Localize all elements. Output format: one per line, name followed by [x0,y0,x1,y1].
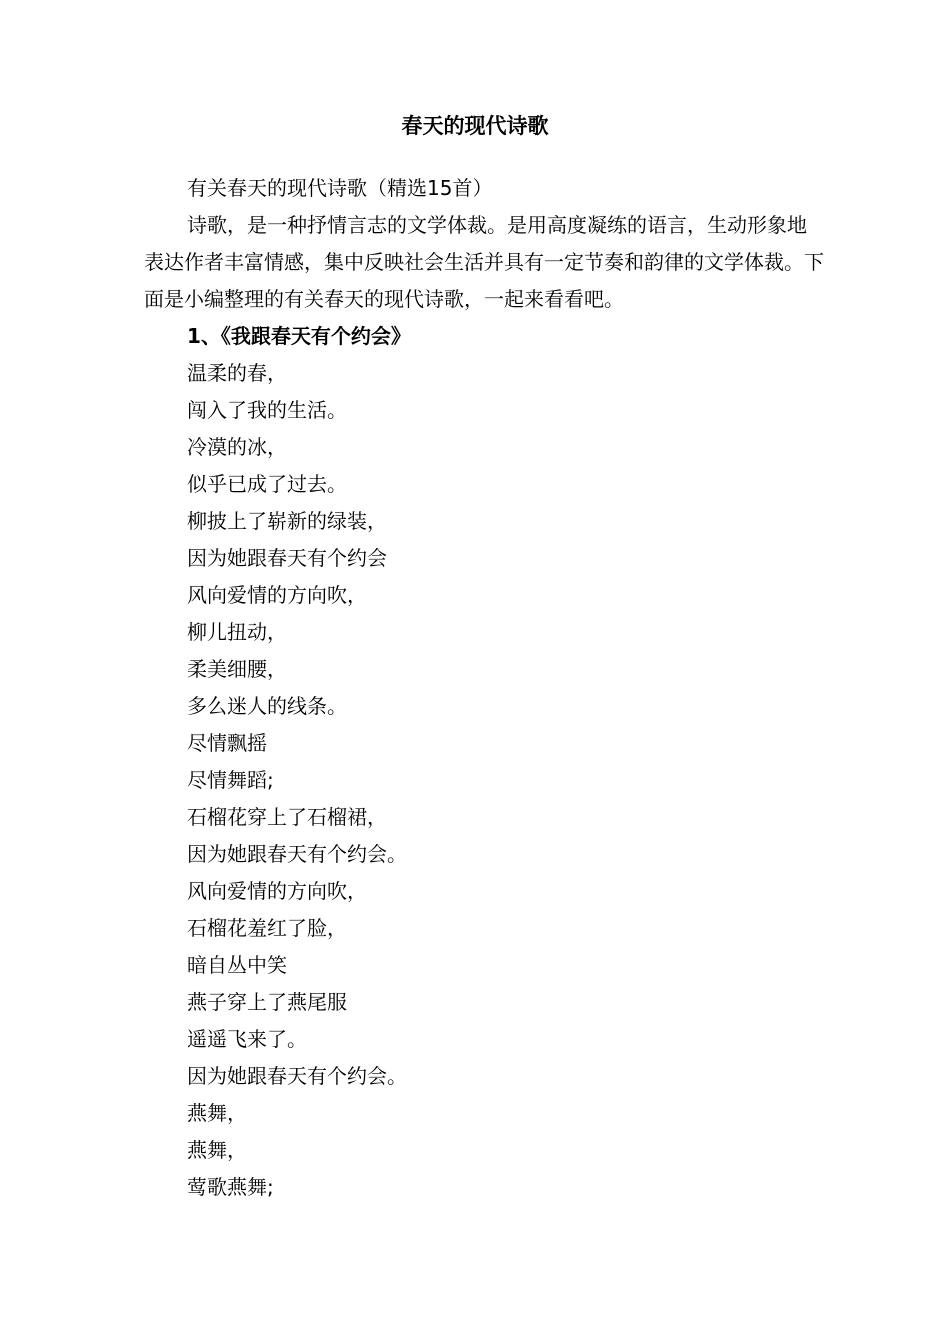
poem-line: 遥遥飞来了。 [187,1027,307,1051]
poem-line: 尽情飘摇 [187,731,267,755]
poem-line: 燕舞， [187,1101,247,1125]
poem-line: 柔美细腰， [187,657,287,681]
poem-line: 柳儿扭动， [187,620,287,644]
poem-line: 因为她跟春天有个约会。 [187,1064,407,1088]
poem-line: 暗自丛中笑 [187,953,287,977]
poem-line: 燕子穿上了燕尾服 [187,990,347,1014]
poem-line: 因为她跟春天有个约会 [187,546,387,570]
poem-line: 尽情舞蹈; [187,768,274,792]
subtitle: 有关春天的现代诗歌（精选15首） [187,176,493,200]
poem-line: 石榴花羞红了脸， [187,916,347,940]
poem-line: 多么迷人的线条。 [187,694,347,718]
document-title: 春天的现代诗歌 [401,114,549,138]
intro-paragraph: 诗歌，是一种抒情言志的文学体裁。是用高度凝练的语言，生动形象地表达作者丰富情感，集中反映社会生活并具有一定节奏和韵律的文学体裁。下面是小编整理的有关春天的现代诗歌，一起来看看吧。 [144,213,824,311]
poem-line: 燕舞， [187,1138,247,1162]
poem-heading: 1、《我跟春天有个约会》 [187,324,411,348]
poem-line: 似乎已成了过去。 [187,472,347,496]
poem-line: 闯入了我的生活。 [187,398,347,422]
poem-line: 冷漠的冰， [187,435,287,459]
poem-line: 因为她跟春天有个约会。 [187,842,407,866]
poem-line: 风向爱情的方向吹， [187,879,367,903]
poem-line: 柳披上了崭新的绿装， [187,509,387,533]
poem-line: 温柔的春， [187,361,287,385]
poem-line: 风向爱情的方向吹， [187,583,367,607]
poem-line: 石榴花穿上了石榴裙， [187,805,387,829]
poem-line: 莺歌燕舞; [187,1175,274,1199]
document-body [144,170,824,1206]
